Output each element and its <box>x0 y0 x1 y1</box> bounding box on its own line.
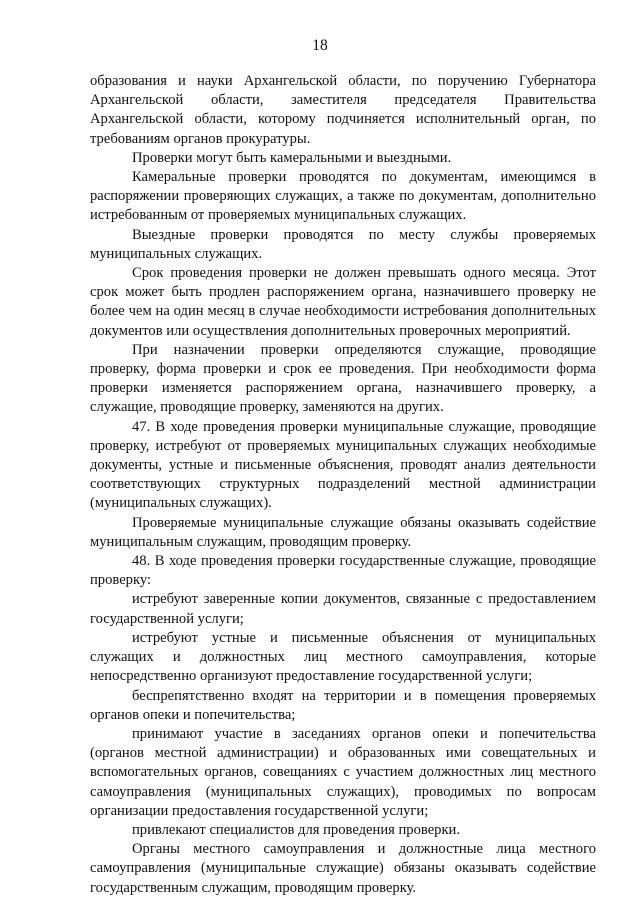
list-item-access-premises: беспрепятственно входят на территории и в помещения проверяемых органов опеки и попечительства; <box>90 687 596 723</box>
list-item-request-copies: истребуют заверенные копии документов, связанные с предоставлением государственной услуги; <box>90 591 596 627</box>
paragraph-desk-inspections: Камеральные проверки проводятся по документам, имеющимся в распоряжении проверяющих служащих, а также по документам, дополнительно истребованным от проверяемых муниципальных служащих. <box>90 169 596 224</box>
list-item-engage-specialists: привлекают специалистов для проведения проверки. <box>132 821 461 838</box>
paragraph-inspection-assignment: При назначении проверки определяются служащие, проводящие проверку, форма проверки и срок ее проведения. При необходимости форма проверки изменяется распоряжением органа, назначившего проверку, а служащие, проводящие проверку, заменяются на других. <box>90 341 596 416</box>
paragraph-inspection-types: Проверки могут быть камеральными и выездными. <box>132 149 452 166</box>
page-number: 18 <box>312 37 328 54</box>
paragraph-inspection-term: Срок проведения проверки не должен превышать одного месяца. Этот срок может быть продлен распоряжением органа, назначившего проверку не более чем на один месяц в случае необходимости истребования дополнительных документов или осуществления дополнительных проверочных мероприятий. <box>90 265 596 339</box>
list-item-request-explanations: истребуют устные и письменные объяснения от муниципальных служащих и должностных лиц местного самоуправления, которые непосредственно организуют предоставление государственной услуги; <box>90 629 596 685</box>
paragraph-local-government-duty: Органы местного самоуправления и должностные лица местного самоуправления (муниципальные служащие) обязаны оказывать содействие государственным служащим, проводящим проверку. <box>90 841 596 896</box>
paragraph-item-48: 48. В ходе проведения проверки государственные служащие, проводящие проверку: <box>90 553 596 589</box>
document-body <box>90 72 596 898</box>
paragraph-assistance-duty: Проверяемые муниципальные служащие обязаны оказывать содействие муниципальным служащим, проводящим проверку. <box>90 514 596 550</box>
paragraph-field-inspections: Выездные проверки проводятся по месту службы проверяемых муниципальных служащих. <box>90 226 596 262</box>
list-item-attend-meetings: принимают участие в заседаниях органов опеки и попечительства (органов местной администрации) и образованных ими совещательных и вспомогательных органов, совещаниях с участием должностных лиц местного самоуправления (муниципальных служащих), проводимых по вопросам организации предоставления государственной услуги; <box>90 725 596 819</box>
paragraph-item-47: 47. В ходе проведения проверки муниципальные служащие, проводящие проверку, истребуют от проверяемых муниципальных служащих необходимые документы, устные и письменные объяснения, проводят анализ деятельности соответствующих структурных подразделений местной администрации (муниципальных служащих). <box>90 418 596 512</box>
paragraph-continuation: образования и науки Архангельской области, по поручению Губернатора Архангельской области, заместителя председателя Правительства Архангельской области, которому подчиняется исполнительный орган, по требованиям органов прокуратуры. <box>90 73 596 147</box>
